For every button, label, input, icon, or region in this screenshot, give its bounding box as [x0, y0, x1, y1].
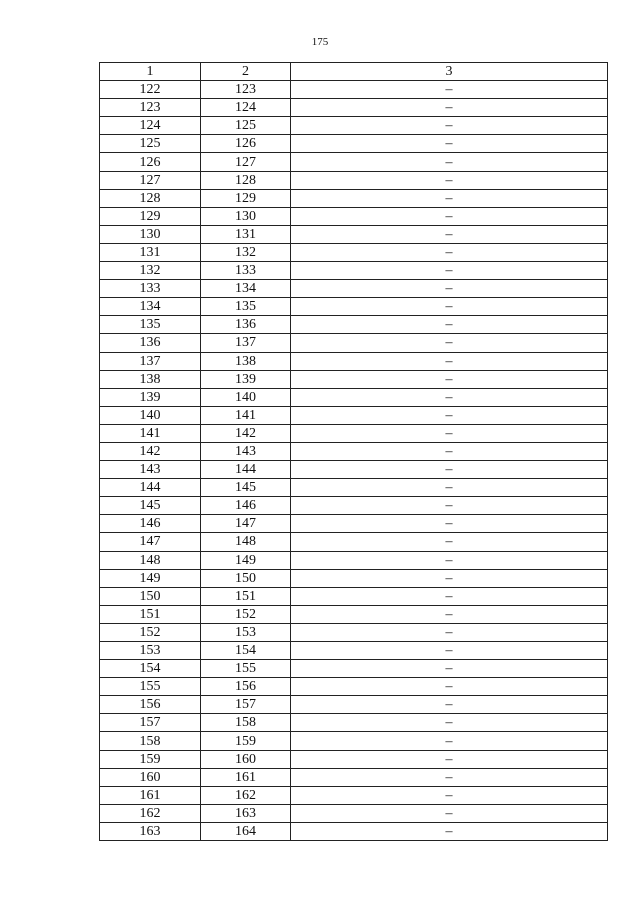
table-row: [100, 189, 608, 207]
table-cell-col-1: 154: [100, 660, 201, 678]
table-cell-col-2: 147: [201, 515, 291, 533]
table-row: [100, 569, 608, 587]
table-cell-col-2: 126: [201, 135, 291, 153]
table-cell-col-3: –: [291, 461, 608, 479]
table-cell-col-3: –: [291, 81, 608, 99]
table-cell-col-2: 154: [201, 642, 291, 660]
table-row: [100, 768, 608, 786]
table-cell-col-1: 129: [100, 207, 201, 225]
table-cell-col-1: 141: [100, 424, 201, 442]
table-cell-col-2: 142: [201, 424, 291, 442]
table-cell-col-3: –: [291, 623, 608, 641]
table-row: [100, 316, 608, 334]
data-table: [99, 62, 608, 841]
column-header-2: 2: [201, 63, 291, 81]
column-header-1: 1: [100, 63, 201, 81]
table-cell-col-3: –: [291, 370, 608, 388]
table-cell-col-3: –: [291, 804, 608, 822]
table-cell-col-1: 135: [100, 316, 201, 334]
table-cell-col-3: –: [291, 117, 608, 135]
table-row: [100, 822, 608, 840]
table-cell-col-2: 131: [201, 225, 291, 243]
table-row: [100, 298, 608, 316]
table-row: [100, 171, 608, 189]
table-cell-col-2: 155: [201, 660, 291, 678]
table-cell-col-2: 124: [201, 99, 291, 117]
table-row: [100, 497, 608, 515]
table-cell-col-1: 132: [100, 262, 201, 280]
table-cell-col-3: –: [291, 298, 608, 316]
table-cell-col-2: 140: [201, 388, 291, 406]
table-cell-col-1: 151: [100, 605, 201, 623]
table-cell-col-3: –: [291, 569, 608, 587]
table-cell-col-1: 152: [100, 623, 201, 641]
table-row: [100, 442, 608, 460]
table-cell-col-2: 160: [201, 750, 291, 768]
table-cell-col-3: –: [291, 135, 608, 153]
table-cell-col-1: 122: [100, 81, 201, 99]
table-cell-col-1: 160: [100, 768, 201, 786]
table-cell-col-1: 126: [100, 153, 201, 171]
table-row: [100, 642, 608, 660]
table-cell-col-1: 134: [100, 298, 201, 316]
table-cell-col-2: 151: [201, 587, 291, 605]
table-cell-col-1: 153: [100, 642, 201, 660]
table-cell-col-3: –: [291, 243, 608, 261]
table-cell-col-2: 135: [201, 298, 291, 316]
table-cell-col-1: 127: [100, 171, 201, 189]
table-row: [100, 660, 608, 678]
table-cell-col-2: 152: [201, 605, 291, 623]
table-cell-col-3: –: [291, 316, 608, 334]
table-row: [100, 461, 608, 479]
table-cell-col-3: –: [291, 479, 608, 497]
table-cell-col-1: 136: [100, 334, 201, 352]
table-cell-col-1: 143: [100, 461, 201, 479]
table-row: [100, 605, 608, 623]
table-cell-col-3: –: [291, 171, 608, 189]
page-number: 175: [311, 36, 329, 48]
table-row: [100, 623, 608, 641]
table-row: [100, 153, 608, 171]
table-cell-col-3: –: [291, 786, 608, 804]
table-cell-col-3: –: [291, 388, 608, 406]
table-cell-col-3: –: [291, 280, 608, 298]
table-cell-col-2: 133: [201, 262, 291, 280]
table-cell-col-2: 136: [201, 316, 291, 334]
table-row: [100, 696, 608, 714]
table-cell-col-1: 139: [100, 388, 201, 406]
table-cell-col-3: –: [291, 153, 608, 171]
table-cell-col-2: 161: [201, 768, 291, 786]
table-row: [100, 99, 608, 117]
table-cell-col-3: –: [291, 424, 608, 442]
table-cell-col-2: 150: [201, 569, 291, 587]
table-cell-col-3: –: [291, 334, 608, 352]
table-row: [100, 225, 608, 243]
table-row: [100, 370, 608, 388]
table-cell-col-3: –: [291, 352, 608, 370]
table-row: [100, 551, 608, 569]
table-cell-col-3: –: [291, 750, 608, 768]
table-cell-col-2: 125: [201, 117, 291, 135]
table-cell-col-2: 157: [201, 696, 291, 714]
table-cell-col-2: 144: [201, 461, 291, 479]
table-cell-col-1: 162: [100, 804, 201, 822]
table-cell-col-2: 143: [201, 442, 291, 460]
table-row: [100, 280, 608, 298]
table-row: [100, 750, 608, 768]
table-cell-col-3: –: [291, 768, 608, 786]
table-row: [100, 786, 608, 804]
table-cell-col-2: 139: [201, 370, 291, 388]
table-cell-col-3: –: [291, 822, 608, 840]
table-cell-col-3: –: [291, 696, 608, 714]
table-cell-col-1: 123: [100, 99, 201, 117]
table-cell-col-2: 159: [201, 732, 291, 750]
table-row: [100, 81, 608, 99]
table-cell-col-2: 123: [201, 81, 291, 99]
table-row: [100, 388, 608, 406]
table-cell-col-2: 141: [201, 406, 291, 424]
table-cell-col-1: 156: [100, 696, 201, 714]
table-cell-col-2: 130: [201, 207, 291, 225]
table-cell-col-1: 124: [100, 117, 201, 135]
table-row: [100, 406, 608, 424]
table-cell-col-3: –: [291, 660, 608, 678]
table-row: [100, 352, 608, 370]
table-row: [100, 479, 608, 497]
table-cell-col-3: –: [291, 678, 608, 696]
table-cell-col-1: 144: [100, 479, 201, 497]
table-cell-col-1: 149: [100, 569, 201, 587]
table-row: [100, 207, 608, 225]
table-cell-col-2: 146: [201, 497, 291, 515]
table-cell-col-1: 142: [100, 442, 201, 460]
table-cell-col-2: 156: [201, 678, 291, 696]
table-cell-col-3: –: [291, 605, 608, 623]
table-row: [100, 732, 608, 750]
table-cell-col-1: 148: [100, 551, 201, 569]
column-header-3: 3: [291, 63, 608, 81]
table-row: [100, 262, 608, 280]
table-cell-col-2: 128: [201, 171, 291, 189]
table-row: [100, 515, 608, 533]
table-cell-col-2: 148: [201, 533, 291, 551]
table-cell-col-3: –: [291, 497, 608, 515]
table-header-row: [100, 63, 608, 81]
table-row: [100, 533, 608, 551]
table-cell-col-2: 149: [201, 551, 291, 569]
table-cell-col-1: 157: [100, 714, 201, 732]
table-body: [100, 81, 608, 841]
table-cell-col-3: –: [291, 732, 608, 750]
table-cell-col-1: 140: [100, 406, 201, 424]
table-cell-col-1: 147: [100, 533, 201, 551]
table-cell-col-1: 137: [100, 352, 201, 370]
table-cell-col-2: 134: [201, 280, 291, 298]
table-cell-col-1: 138: [100, 370, 201, 388]
table-cell-col-2: 145: [201, 479, 291, 497]
table-cell-col-2: 162: [201, 786, 291, 804]
table-cell-col-2: 163: [201, 804, 291, 822]
table-row: [100, 587, 608, 605]
table-row: [100, 117, 608, 135]
table-cell-col-3: –: [291, 406, 608, 424]
table-cell-col-1: 158: [100, 732, 201, 750]
table-row: [100, 334, 608, 352]
table-row: [100, 678, 608, 696]
table-cell-col-1: 163: [100, 822, 201, 840]
table-cell-col-2: 153: [201, 623, 291, 641]
table-cell-col-3: –: [291, 225, 608, 243]
table-cell-col-3: –: [291, 642, 608, 660]
table-cell-col-3: –: [291, 515, 608, 533]
table-cell-col-2: 127: [201, 153, 291, 171]
table-cell-col-2: 132: [201, 243, 291, 261]
table-cell-col-3: –: [291, 442, 608, 460]
table-cell-col-1: 155: [100, 678, 201, 696]
table-row: [100, 424, 608, 442]
table-row: [100, 714, 608, 732]
table-cell-col-3: –: [291, 714, 608, 732]
table-cell-col-3: –: [291, 99, 608, 117]
table-cell-col-1: 128: [100, 189, 201, 207]
table-cell-col-1: 130: [100, 225, 201, 243]
table-cell-col-1: 131: [100, 243, 201, 261]
table-cell-col-3: –: [291, 189, 608, 207]
table-cell-col-3: –: [291, 262, 608, 280]
table-row: [100, 135, 608, 153]
table-cell-col-2: 138: [201, 352, 291, 370]
table-cell-col-3: –: [291, 551, 608, 569]
table-row: [100, 243, 608, 261]
table-cell-col-2: 158: [201, 714, 291, 732]
table-cell-col-1: 133: [100, 280, 201, 298]
table-cell-col-1: 145: [100, 497, 201, 515]
table-cell-col-2: 129: [201, 189, 291, 207]
table-row: [100, 804, 608, 822]
table-cell-col-1: 125: [100, 135, 201, 153]
table-cell-col-1: 150: [100, 587, 201, 605]
table-cell-col-1: 161: [100, 786, 201, 804]
table-cell-col-3: –: [291, 533, 608, 551]
table-cell-col-1: 159: [100, 750, 201, 768]
table-cell-col-3: –: [291, 587, 608, 605]
table-cell-col-1: 146: [100, 515, 201, 533]
table-cell-col-2: 137: [201, 334, 291, 352]
table-cell-col-3: –: [291, 207, 608, 225]
table-cell-col-2: 164: [201, 822, 291, 840]
